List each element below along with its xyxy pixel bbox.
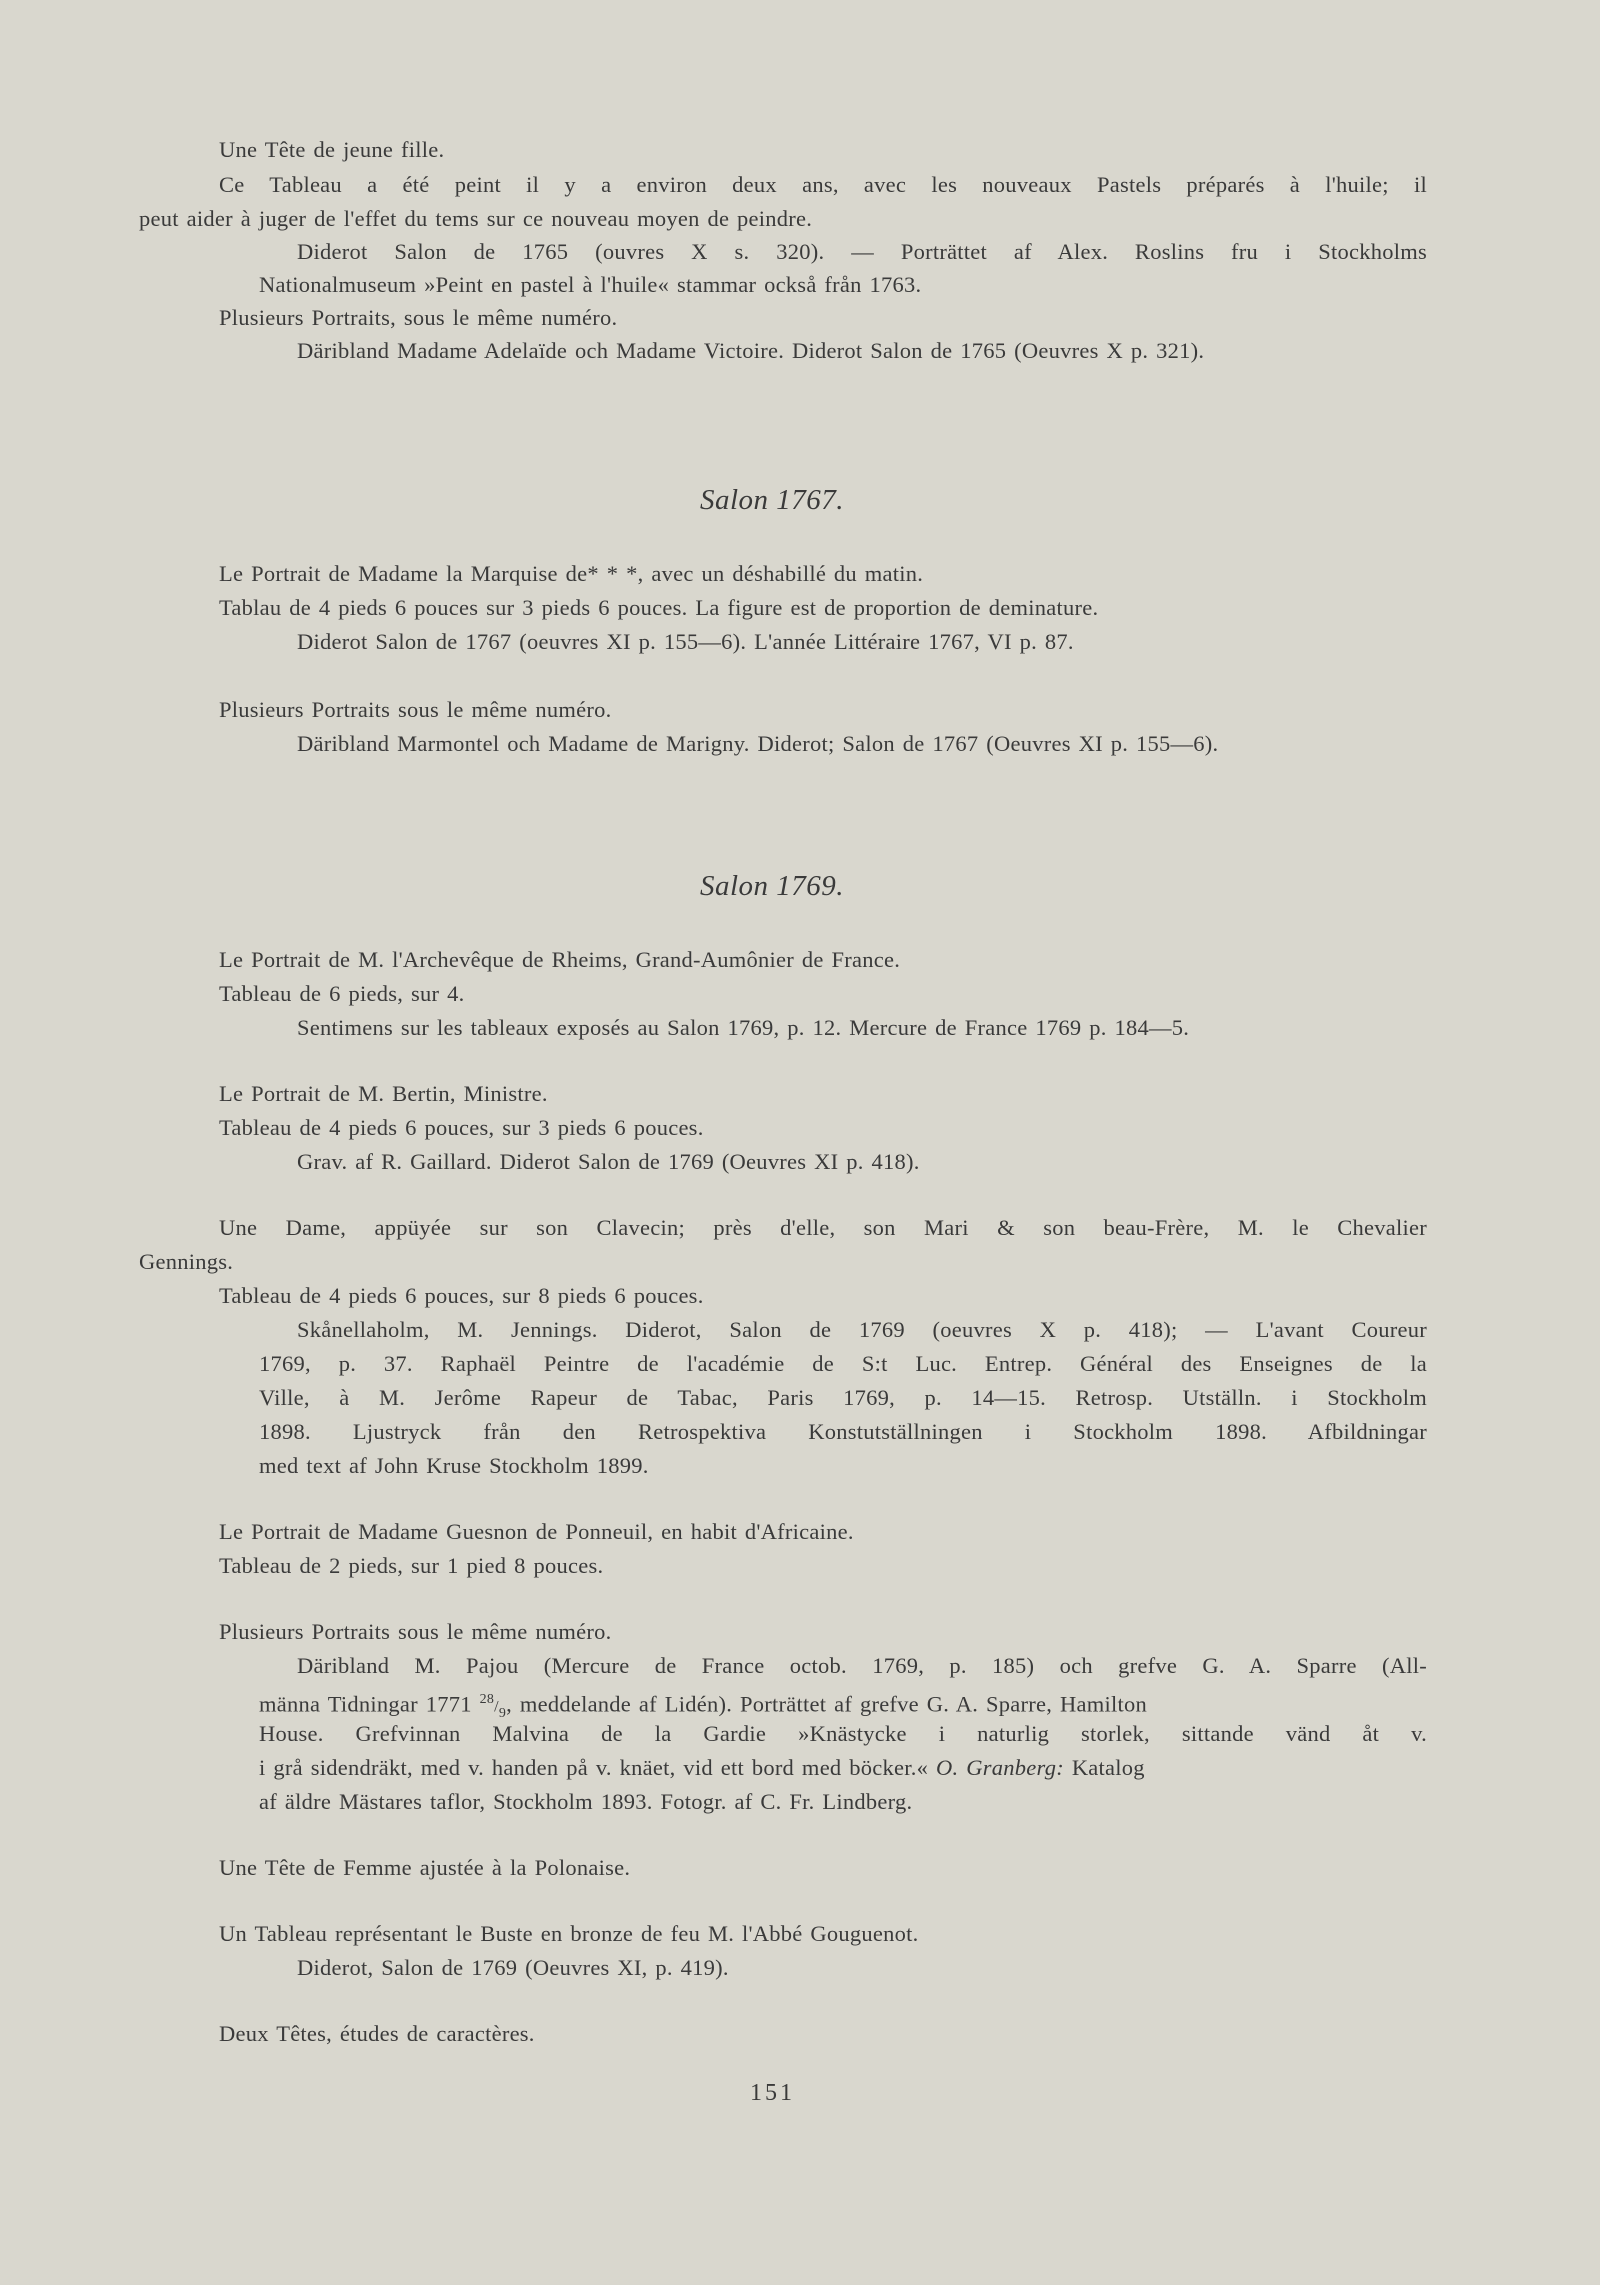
text-line: Tableau de 4 pieds 6 pouces, sur 3 pieds 6 pouces.	[219, 1115, 704, 1140]
text-line: Plusieurs Portraits sous le même numéro.	[219, 697, 612, 722]
text-line: med text af John Kruse Stockholm 1899.	[259, 1453, 649, 1478]
text-line: Diderot Salon de 1767 (oeuvres XI p. 155—6). L'année Littéraire 1767, VI p. 87.	[297, 629, 1074, 654]
text-line: männa Tidningar 1771 $^{28}/_9$, meddelande af Lidén). Porträttet af grefve G. A. Sparre, Hamilton	[259, 1691, 1148, 1721]
text-segment: Katalog	[1063, 1755, 1145, 1780]
text-line: Tableau de 2 pieds, sur 1 pied 8 pouces.	[219, 1553, 604, 1578]
fraction-denominator: 9	[498, 1706, 507, 1721]
text-segment: männa Tidningar 1771	[259, 1691, 480, 1717]
section-heading-salon-1769: Salon 1769.	[700, 870, 845, 902]
text-line: Däribland M. Pajou (Mercure de France octob. 1769, p. 185) och grefve G. A. Sparre (All-	[297, 1653, 1427, 1678]
text-line: af äldre Mästares taflor, Stockholm 1893. Fotogr. af C. Fr. Lindberg.	[259, 1789, 913, 1814]
fraction-numerator: 28	[479, 1692, 495, 1707]
text-line: Diderot Salon de 1765 (ouvres X s. 320). — Porträttet af Alex. Roslins fru i Stockholms	[297, 239, 1427, 264]
text-line: Une Tête de jeune fille.	[219, 137, 445, 162]
text-line: Ce Tableau a été peint il y a environ deux ans, avec les nouveaux Pastels préparés à l'huile; il	[219, 172, 1427, 197]
page-number: 151	[750, 2080, 795, 2106]
text-line: Grav. af R. Gaillard. Diderot Salon de 1769 (Oeuvres XI p. 418).	[297, 1149, 920, 1174]
text-line	[259, 1752, 1145, 1783]
author-citation: O. Granberg:	[936, 1755, 1064, 1780]
text-line: Une Dame, appüyée sur son Clavecin; près d'elle, son Mari & son beau-Frère, M. le Chevalier	[219, 1215, 1427, 1240]
text-line: Deux Têtes, études de caractères.	[219, 2021, 535, 2046]
text-line: Le Portrait de M. Bertin, Ministre.	[219, 1081, 548, 1106]
text-line: Sentimens sur les tableaux exposés au Salon 1769, p. 12. Mercure de France 1769 p. 184—5.	[297, 1015, 1190, 1040]
text-line: Tablau de 4 pieds 6 pouces sur 3 pieds 6 pouces. La figure est de proportion de deminature.	[219, 595, 1099, 620]
text-line: Le Portrait de M. l'Archevêque de Rheims, Grand-Aumônier de France.	[219, 947, 901, 972]
text-line: Un Tableau représentant le Buste en bronze de feu M. l'Abbé Gouguenot.	[219, 1921, 919, 1946]
text-line: Plusieurs Portraits, sous le même numéro.	[219, 305, 618, 330]
text-line: Gennings.	[139, 1249, 234, 1274]
text-line: House. Grefvinnan Malvina de la Gardie »Knästycke i naturlig storlek, sittande vänd åt v.	[259, 1721, 1427, 1746]
text-line: Tableau de 4 pieds 6 pouces, sur 8 pieds 6 pouces.	[219, 1283, 704, 1308]
text-line: Ville, à M. Jerôme Rapeur de Tabac, Paris 1769, p. 14—15. Retrosp. Utställn. i Stockholm	[259, 1385, 1427, 1410]
text-line: Le Portrait de Madame la Marquise de* * *, avec un déshabillé du matin.	[219, 561, 924, 586]
section-heading-salon-1767: Salon 1767.	[700, 484, 845, 516]
text-line: Une Tête de Femme ajustée à la Polonaise.	[219, 1855, 631, 1880]
text-line: Nationalmuseum »Peint en pastel à l'huile« stammar också från 1763.	[259, 272, 922, 297]
text-segment: , meddelande af Lidén). Porträttet af grefve G. A. Sparre, Hamilton	[506, 1691, 1148, 1717]
text-line: 1898. Ljustryck från den Retrospektiva Konstutställningen i Stockholm 1898. Afbildningar	[259, 1419, 1427, 1444]
text-segment: i grå sidendräkt, med v. handen på v. knäet, vid ett bord med böcker.«	[259, 1755, 937, 1780]
text-line: Diderot, Salon de 1769 (Oeuvres XI, p. 419).	[297, 1955, 729, 1980]
text-line: Tableau de 6 pieds, sur 4.	[219, 981, 465, 1006]
text-line: Skånellaholm, M. Jennings. Diderot, Salon de 1769 (oeuvres X p. 418); — L'avant Coureur	[297, 1317, 1427, 1342]
text-line: Plusieurs Portraits sous le même numéro.	[219, 1619, 612, 1644]
text-line: Le Portrait de Madame Guesnon de Ponneuil, en habit d'Africaine.	[219, 1519, 854, 1544]
text-line: Däribland Marmontel och Madame de Marigny. Diderot; Salon de 1767 (Oeuvres XI p. 155—6).	[297, 731, 1219, 756]
text-line: 1769, p. 37. Raphaël Peintre de l'académie de S:t Luc. Entrep. Général des Enseignes de la	[259, 1351, 1427, 1376]
text-line: peut aider à juger de l'effet du tems sur ce nouveau moyen de peindre.	[139, 206, 813, 231]
text-line: Däribland Madame Adelaïde och Madame Victoire. Diderot Salon de 1765 (Oeuvres X p. 321).	[297, 338, 1205, 363]
